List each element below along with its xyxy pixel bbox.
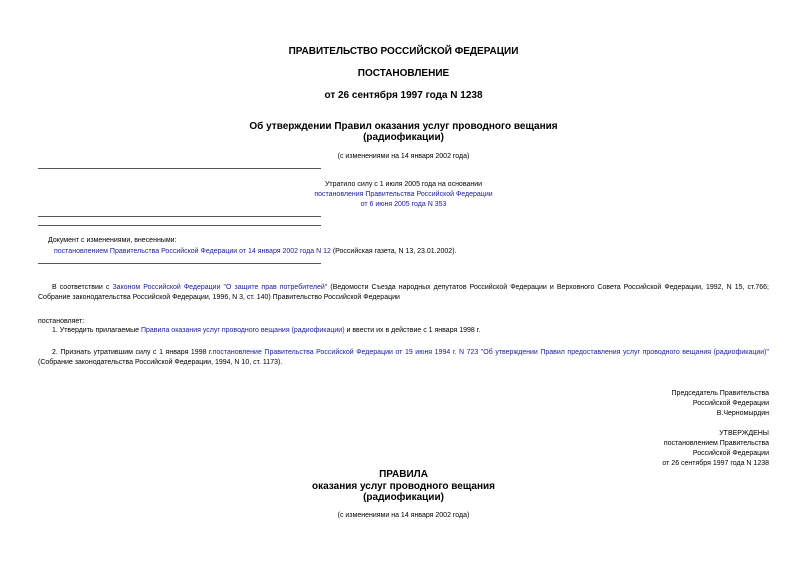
item-1-prefix: 1. Утвердить прилагаемые <box>52 327 141 334</box>
signature-name: В.Черномырдин <box>716 410 769 417</box>
rules-link[interactable]: Правила оказания услуг проводного вещания (радиофикации) <box>140 327 345 334</box>
item-2 <box>38 348 769 368</box>
signature-title: Председатель Правительства <box>671 390 769 397</box>
expired-decree-date-link[interactable]: от 6 июня 2005 года N 353 <box>360 201 447 208</box>
expired-link-line1 <box>0 191 807 198</box>
approved-date: от 26 сентября 1997 года N 1238 <box>662 460 769 467</box>
approved-country: Российской Федерации <box>692 450 769 457</box>
preamble-paragraph <box>38 283 769 303</box>
rules-title: ПРАВИЛА <box>379 469 428 480</box>
approved-by: постановлением Правительства <box>663 440 769 447</box>
amendment-source: (Российская газета, N 13, 23.01.2002). <box>330 248 457 255</box>
document-title-line2: (радиофикации) <box>363 132 444 143</box>
document-type: ПОСТАНОВЛЕНИЕ <box>357 68 450 79</box>
approved-label: УТВЕРЖДЕНЫ <box>719 430 769 437</box>
preamble-prefix: В соответствии с <box>52 284 113 291</box>
decrees-text: постановляет: <box>38 318 85 325</box>
rules-subtitle-line2: (радиофикации) <box>363 492 444 503</box>
item-1 <box>52 326 769 336</box>
repealed-decree-link[interactable]: постановление Правительства Российской Федерации от 19 июня 1994 г. N 723 "Об утверждении Правил предоставления услуг проводного вещания (радиофикации)" <box>212 349 769 356</box>
consumer-protection-law-link[interactable]: Законом Российской Федерации "О защите прав потребителей" <box>112 284 328 291</box>
item-2-prefix: 2. Признать утратившим силу с 1 января 1998 г. <box>52 349 213 356</box>
signature-block <box>469 389 769 419</box>
signature-country: Российской Федерации <box>692 400 769 407</box>
amendments-line <box>54 248 456 255</box>
divider <box>38 263 321 264</box>
preamble-suffix: (Ведомости Съезда народных депутатов Российской Федерации и Верховного Совета Российской Федерации, 1992, N 15, ст.766; Собрание законодательства Российской Федерации, 1996, N 3, ст. 140) Правительство Российской Федерации <box>38 284 769 301</box>
expired-notice: Утратило силу с 1 июля 2005 года на основании <box>324 181 483 188</box>
item-2-suffix: (Собрание законодательства Российской Федерации, 1994, N 10, ст. 1173). <box>38 359 283 366</box>
government-heading: ПРАВИТЕЛЬСТВО РОССИЙСКОЙ ФЕДЕРАЦИИ <box>288 46 519 57</box>
rules-amended-note: (с изменениями на 14 января 2002 года) <box>337 512 470 519</box>
item-1-suffix: и ввести их в действие с 1 января 1998 г. <box>344 327 481 334</box>
divider <box>38 225 321 226</box>
expired-link-line2 <box>0 201 807 208</box>
approved-block <box>469 429 769 469</box>
expired-decree-link[interactable]: постановления Правительства Российской Федерации <box>314 191 493 198</box>
amended-note: (с изменениями на 14 января 2002 года) <box>337 153 470 160</box>
document-title-line1: Об утверждении Правил оказания услуг проводного вещания <box>249 121 558 132</box>
rules-subtitle-line1: оказания услуг проводного вещания <box>312 481 495 492</box>
divider <box>38 216 321 217</box>
amendment-decree-link[interactable]: постановлением Правительства Российской Федерации от 14 января 2002 года N 12 <box>54 248 331 255</box>
document-date-number: от 26 сентября 1997 года N 1238 <box>324 90 483 101</box>
divider <box>38 168 321 169</box>
amendments-intro: Документ с изменениями, внесенными: <box>48 237 177 244</box>
